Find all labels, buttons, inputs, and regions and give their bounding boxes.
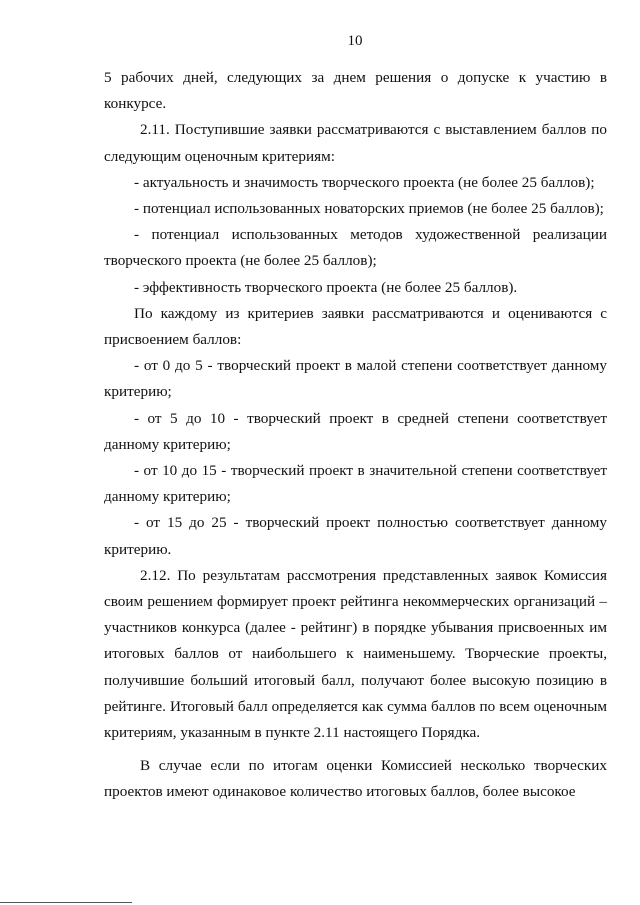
score-range-10-15: - от 10 до 15 - творческий проект в значительной степени соответствует данному критерию; (104, 462, 607, 506)
page-number: 10 (347, 33, 363, 49)
paragraph-continuation: 5 рабочих дней, следующих за днем решения о допуске к участию в конкурсе. (104, 69, 607, 113)
paragraph-scoring-intro: По каждому из критериев заявки рассматриваются и оцениваются с присвоением баллов: (104, 304, 607, 349)
paragraph-2-12: 2.12. По результатам рассмотрения представленных заявок Комиссия своим решением формирует проект рейтинга некоммерческих организаций – участников конкурса (далее - рейтинг) в порядке убывания присвоенных им итоговых баллов от наибольшего к наименьшему. Творческие проекты, получившие больший итоговый балл, получают более высокую позицию в рейтинге. Итоговый балл определяется как сумма баллов по всем оценочным критериям, указанным в пункте 2.11 настоящего Порядка. (104, 566, 607, 742)
paragraph-tie-case: В случае если по итогам оценки Комиссией несколько творческих проектов имеют одинаковое количество итоговых баллов, более высокое (104, 757, 607, 801)
criterion-effectiveness: - эффективность творческого проекта (не более 25 баллов). (134, 278, 518, 296)
score-range-0-5: - от 0 до 5 - творческий проект в малой степени соответствует данному критерию; (104, 357, 607, 401)
criterion-relevance: - актуальность и значимость творческого проекта (не более 25 баллов); (134, 173, 595, 191)
footnote-divider (0, 902, 132, 903)
score-range-15-25: - от 15 до 25 - творческий проект полностью соответствует данному критерию. (104, 514, 607, 558)
score-range-5-10: - от 5 до 10 - творческий проект в средней степени соответствует данному критерию; (104, 409, 607, 453)
document-body (104, 65, 607, 806)
criterion-artistic-methods: - потенциал использованных методов художественной реализации творческого проекта (не более 25 баллов); (104, 226, 607, 270)
paragraph-2-11: 2.11. Поступившие заявки рассматриваются с выставлением баллов по следующим оценочным критериям: (104, 121, 607, 165)
criterion-innovation: - потенциал использованных новаторских приемов (не более 25 баллов); (134, 200, 604, 218)
